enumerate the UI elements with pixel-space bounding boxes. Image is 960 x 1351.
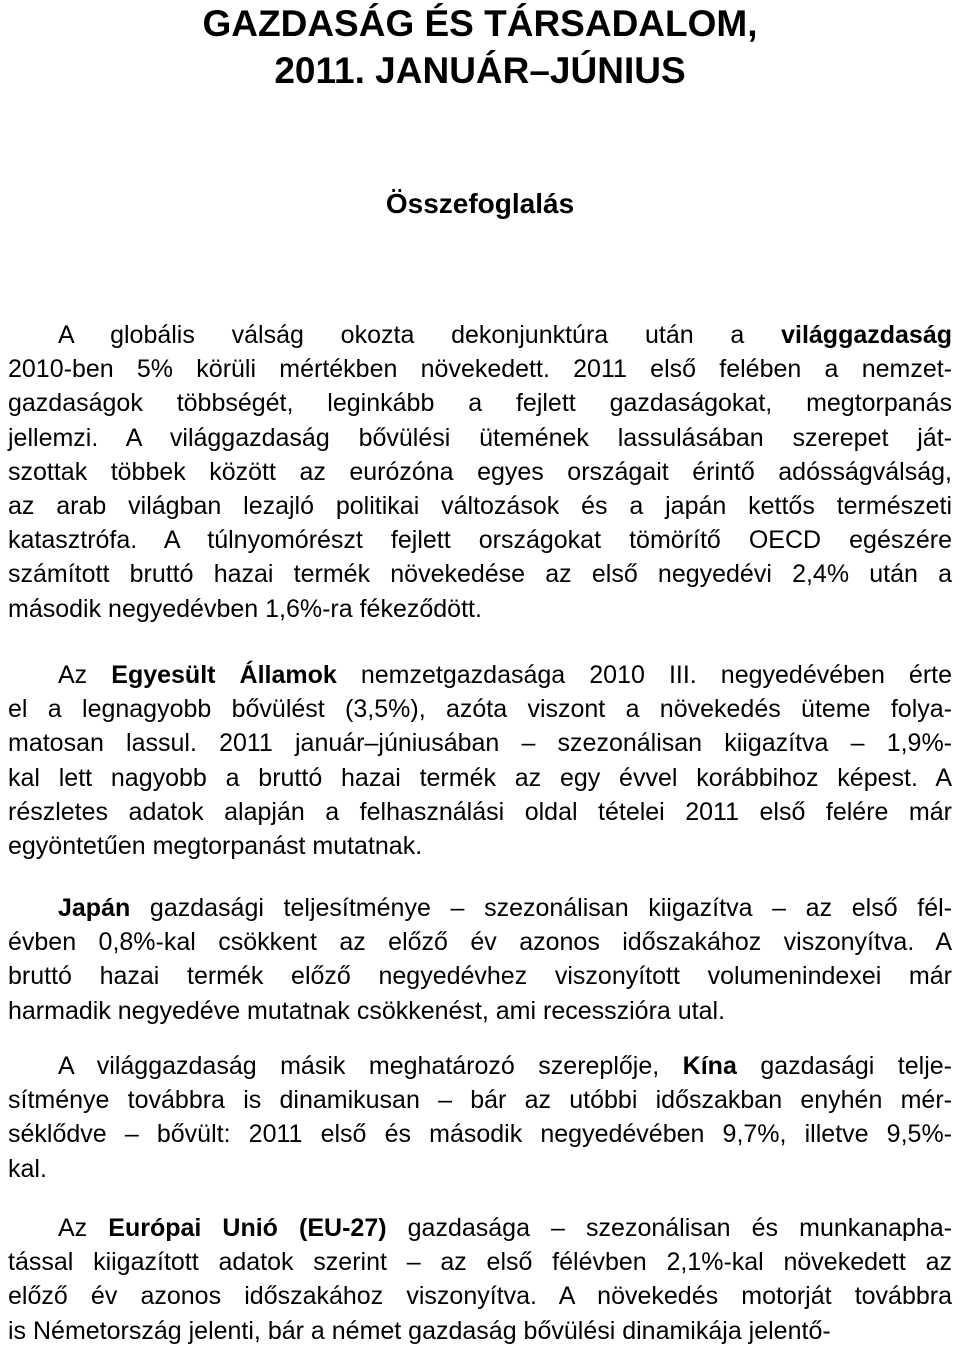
bold-term: Egyesült Államok <box>111 661 337 689</box>
text-run: 2010-ben 5% körüli mértékben növekedett. 2011 első felében a nemzet- <box>8 355 952 383</box>
paragraph-line <box>8 421 952 455</box>
paragraph-line <box>8 523 952 557</box>
bold-term: Európai Unió (EU-27) <box>108 1214 387 1242</box>
text-run: második negyedévben 1,6%-ra fékeződött. <box>8 595 482 623</box>
text-run: tással kiigazított adatok szerint – az első félévben 2,1%-kal növekedett az <box>8 1248 952 1276</box>
paragraph-line <box>8 1245 952 1279</box>
bold-term: világgazdaság <box>781 321 952 349</box>
text-run: séklődve – bővült: 2011 első és második negyedévében 9,7%, illetve 9,5%- <box>8 1120 952 1148</box>
text-run: évben 0,8%-kal csökkent az előző év azonos időszakához viszonyítva. A <box>8 928 952 956</box>
paragraph-line <box>58 1049 952 1083</box>
text-run: gazdasága – szezonálisan és munkanapha- <box>386 1214 953 1242</box>
document-title-line-2: 2011. JANUÁR–JÚNIUS <box>274 50 686 91</box>
text-run: gazdasági teljesítménye – szezonálisan kiigazítva – az első fél- <box>130 894 952 922</box>
paragraph-line <box>8 352 952 386</box>
text-run: az arab világban lezajló politikai változások és a japán kettős természeti <box>8 492 952 520</box>
paragraph-line <box>8 925 952 959</box>
text-run: harmadik negyedéve mutatnak csökkenést, ami recesszióra utal. <box>8 997 726 1025</box>
paragraph-line <box>8 489 952 523</box>
text-run: gazdaságok többségét, leginkább a fejlett gazdaságokat, megtorpanás <box>8 389 952 417</box>
paragraph-line <box>8 1117 952 1151</box>
bold-term: Japán <box>58 894 131 922</box>
paragraph-line <box>8 994 952 1028</box>
text-run: kal. <box>8 1155 47 1183</box>
paragraph-line <box>8 829 952 863</box>
text-run: A globális válság okozta dekonjunktúra után a <box>58 321 782 349</box>
paragraph-line <box>58 891 952 925</box>
text-run: gazdasági telje- <box>736 1052 952 1080</box>
paragraph-line <box>8 1083 952 1117</box>
text-run: szottak többek között az eurózóna egyes országait érintő adósságválság, <box>8 458 952 486</box>
paragraph-line <box>8 959 952 993</box>
section-heading: Összefoglalás <box>385 188 575 219</box>
text-run: részletes adatok alapján a felhasználási oldal tételei 2011 első felére már <box>8 798 952 826</box>
text-run: egyöntetűen megtorpanást mutatnak. <box>8 832 423 860</box>
paragraph-line <box>58 658 952 692</box>
text-run: sítménye továbbra is dinamikusan – bár az utóbbi időszakban enyhén mér- <box>8 1086 952 1114</box>
text-run: bruttó hazai termék előző negyedévhez viszonyított volumenindexei már <box>8 962 952 990</box>
text-run: Az <box>58 661 112 689</box>
text-run: előző év azonos időszakához viszonyítva. A növekedés motorját továbbra <box>8 1282 952 1310</box>
text-run: Az <box>58 1214 109 1242</box>
paragraph-line <box>8 1314 952 1348</box>
document-title-line-1: GAZDASÁG ÉS TÁRSADALOM, <box>202 3 758 44</box>
text-run: nemzetgazdasága 2010 III. negyedévében érte <box>336 661 952 689</box>
paragraph-line <box>8 726 952 760</box>
paragraph-line <box>8 386 952 420</box>
text-run: jellemzi. A világgazdaság bővülési ütemének lassulásában szerepet ját- <box>8 424 952 452</box>
paragraph-line <box>8 592 952 626</box>
paragraph-line <box>8 455 952 489</box>
text-run: katasztrófa. A túlnyomórészt fejlett országokat tömörítő OECD egészére <box>8 526 952 554</box>
paragraph-line <box>8 795 952 829</box>
paragraph-line <box>8 761 952 795</box>
paragraph-line <box>58 1211 952 1245</box>
bold-term: Kína <box>682 1052 737 1080</box>
text-run: kal lett nagyobb a bruttó hazai termék az egy évvel korábbihoz képest. A <box>8 764 952 792</box>
text-run: el a legnagyobb bővülést (3,5%), azóta viszont a növekedés üteme folya- <box>8 695 952 723</box>
text-run: számított bruttó hazai termék növekedése az első negyedévi 2,4% után a <box>8 560 952 588</box>
paragraph-line <box>58 318 952 352</box>
text-run: matosan lassul. 2011 január–júniusában – szezonálisan kiigazítva – 1,9%- <box>8 729 952 757</box>
paragraph-line <box>8 1152 952 1186</box>
paragraph-line <box>8 1279 952 1313</box>
text-run: A világgazdaság másik meghatározó szereplője, <box>58 1052 683 1080</box>
paragraph-line <box>8 692 952 726</box>
paragraph-line <box>8 557 952 591</box>
text-run: is Németország jelenti, bár a német gazdaság bővülési dinamikája jelentő- <box>8 1317 831 1345</box>
